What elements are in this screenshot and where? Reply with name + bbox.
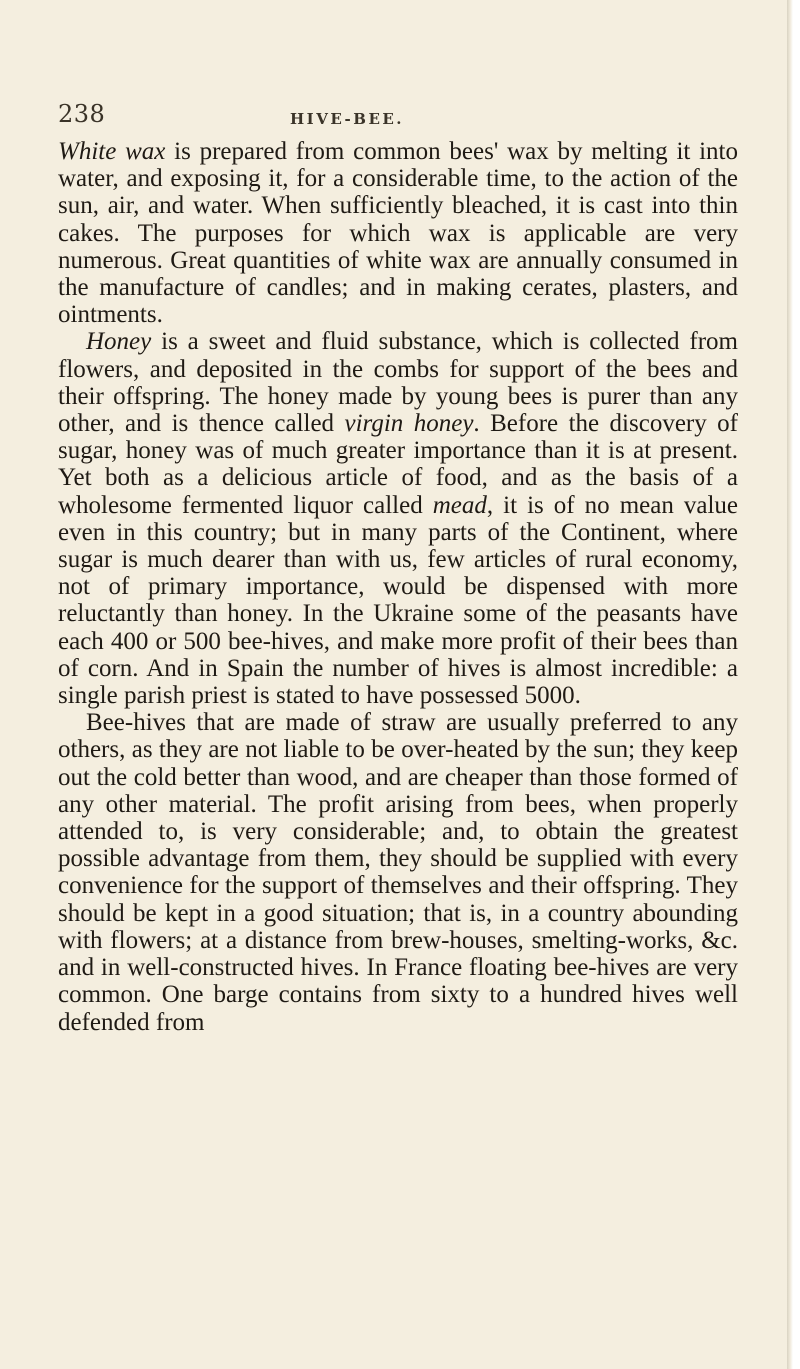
term-mead: mead [432, 491, 487, 519]
paragraph-white-wax-text: is prepared from common bees' wax by melting it into water, and exposing it, for a considerable time, to the action of the sun, air, and water. When sufficiently bleached, it is cast into thin cakes. The purposes for which wax is applicable are very numerous. Great quantities of white wax are annually consumed in the manufacture of candles; and in making cerates, plasters, and ointments. [58, 138, 738, 329]
paragraph-honey [58, 328, 738, 709]
term-white-wax: White wax [58, 138, 166, 165]
paragraph-honey-text-a: is a sweet and fluid substance, which is collected from flowers, and deposited in the combs for support of the bees and their offspring. The honey made by young bees is purer than any other, and is thence called [58, 328, 738, 438]
paragraph-bee-hives-text: Bee-hives that are made of straw are usually preferred to any others, as they are not liable to be over-heated by the sun; they keep out the cold better than wood, and are cheaper than those formed of any other material. The profit arising from bees, when properly attended to, is very considerable; and, to obtain the greatest possible advantage from them, they should be supplied with every convenience for the support of themselves and their offspring. They should be kept in a good situation; that is, in a country abounding with flowers; at a distance from brew-houses, smelting-works, &c. and in well-constructed hives. In France floating bee-hives are very common. One barge contains from sixty to a hundred hives well defended from [58, 709, 738, 1036]
paragraph-honey-text-b: . Before the discovery of sugar, honey was of much greater importance than it is at present. Yet both as a delicious article of food, and as the basis of a wholesome fermented liquor called [58, 410, 738, 519]
running-head: HIVE-BEE. [290, 110, 405, 128]
paragraph-bee-hives [58, 709, 738, 1035]
term-honey: Honey [86, 328, 152, 356]
body-text [58, 138, 738, 1036]
paragraph-white-wax [58, 138, 738, 328]
term-virgin-honey: virgin honey [344, 410, 474, 438]
page-number: 238 [58, 100, 106, 128]
page-edge [787, 0, 800, 1369]
paragraph-honey-text-c: , it is of no mean value even in this country; but in many parts of the Continent, where sugar is much dearer than with us, few articles of rural economy, not of primary importance, would be dispensed with more reluctantly than honey. In the Ukraine some of the peasants have each 400 or 500 bee-hives, and make more profit of their bees than of corn. And in Spain the number of hives is almost incredible: a single parish priest is stated to have possessed 5000. [58, 491, 738, 710]
